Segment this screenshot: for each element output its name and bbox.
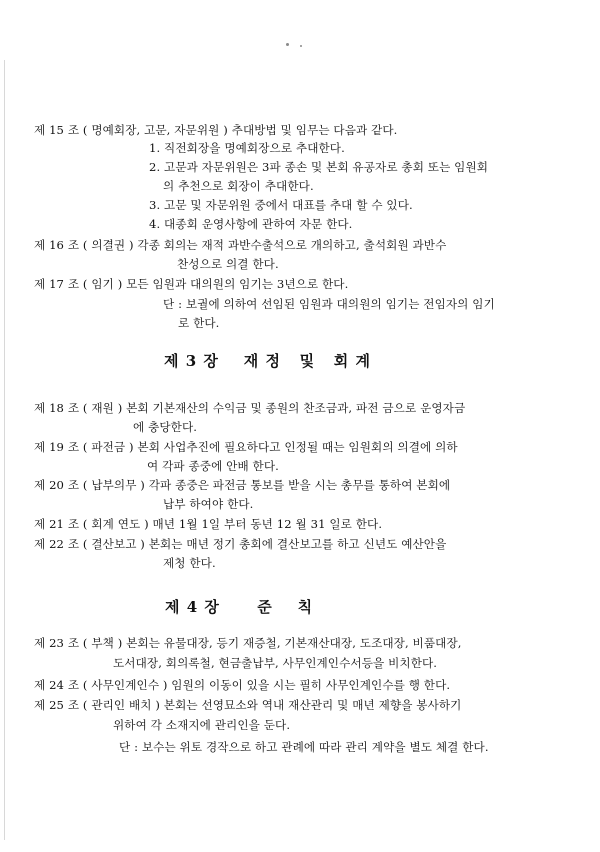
article-22-line-2: 제청 한다. — [163, 556, 216, 570]
article-18-line-1: 제 18 조 ( 재원 ) 본회 기본재산의 수익금 및 종원의 찬조금과, 파전 금으로 운영자금 — [34, 401, 466, 415]
article-17-line-2: 단 : 보궐에 의하여 선임된 임원과 대의원의 임기는 전임자의 임기 — [163, 297, 495, 311]
article-15-item-2-cont: 의 추천으로 회장이 추대한다. — [163, 179, 314, 193]
article-19-line-1: 제 19 조 ( 파전금 ) 본회 사업추진에 필요하다고 인정될 때는 임원회의 의결에 의하 — [34, 440, 458, 454]
article-23-line-1: 제 23 조 ( 부책 ) 본회는 유물대장, 등기 재증철, 기본재산대장, 도조대장, 비품대장, — [34, 636, 462, 650]
article-17-line-3: 로 한다. — [178, 316, 220, 330]
chapter-3-title: 제 3 장 재 정 및 회 계 — [164, 352, 371, 370]
scan-edge — [4, 60, 5, 840]
scan-speck — [286, 43, 289, 46]
article-18-line-2: 에 충당한다. — [133, 420, 198, 434]
article-17-line-1: 제 17 조 ( 임기 ) 모든 임원과 대의원의 임기는 3년으로 한다. — [34, 277, 349, 291]
article-25-line-3: 단 : 보수는 위토 경작으로 하고 관례에 따라 관리 계약을 별도 체결 한다. — [119, 740, 489, 754]
article-22-line-1: 제 22 조 ( 결산보고 ) 본회는 매년 정기 총회에 결산보고를 하고 신년도 예산안을 — [34, 537, 447, 551]
article-15-item-3: 3. 고문 및 자문위원 중에서 대표를 추대 할 수 있다. — [149, 198, 413, 212]
article-25-line-2: 위하여 각 소재지에 관리인을 둔다. — [113, 718, 291, 732]
article-15-item-2: 2. 고문과 자문위원은 3파 종손 및 본회 유공자로 총회 또는 임원회 — [149, 160, 489, 174]
article-21-line-1: 제 21 조 ( 회계 연도 ) 매년 1월 1일 부터 동년 12 월 31 일로 한다. — [34, 517, 383, 531]
article-23-line-2: 도서대장, 회의록철, 현금출납부, 사무인계인수서등을 비치한다. — [113, 656, 438, 670]
article-16-line-2: 찬성으로 의결 한다. — [177, 257, 279, 271]
article-24-line-1: 제 24 조 ( 사무인계인수 ) 임원의 이동이 있을 시는 필히 사무인계인수를 행 한다. — [34, 678, 451, 692]
article-25-line-1: 제 25 조 ( 관리인 배치 ) 본회는 선영묘소와 역내 재산관리 및 매년 제향을 봉사하기 — [34, 698, 462, 712]
article-20-line-1: 제 20 조 ( 납부의무 ) 각파 종중은 파전금 통보를 받을 시는 총무를 통하여 본회에 — [34, 478, 451, 492]
article-20-line-2: 납부 하여야 한다. — [163, 497, 254, 511]
article-15-item-4: 4. 대종회 운영사항에 관하여 자문 한다. — [149, 217, 353, 231]
scan-speck — [300, 45, 302, 47]
article-19-line-2: 여 각파 종중에 안배 한다. — [147, 459, 279, 473]
article-15-heading: 제 15 조 ( 명예회장, 고문, 자문위원 ) 추대방법 및 임무는 다음과 같다. — [34, 123, 398, 137]
article-16-line-1: 제 16 조 ( 의결권 ) 각종 회의는 재적 과반수출석으로 개의하고, 출석회원 과반수 — [34, 238, 447, 252]
article-15-item-1: 1. 직전회장을 명예회장으로 추대한다. — [149, 141, 345, 155]
chapter-4-title: 제 4 장 준 칙 — [165, 598, 314, 616]
